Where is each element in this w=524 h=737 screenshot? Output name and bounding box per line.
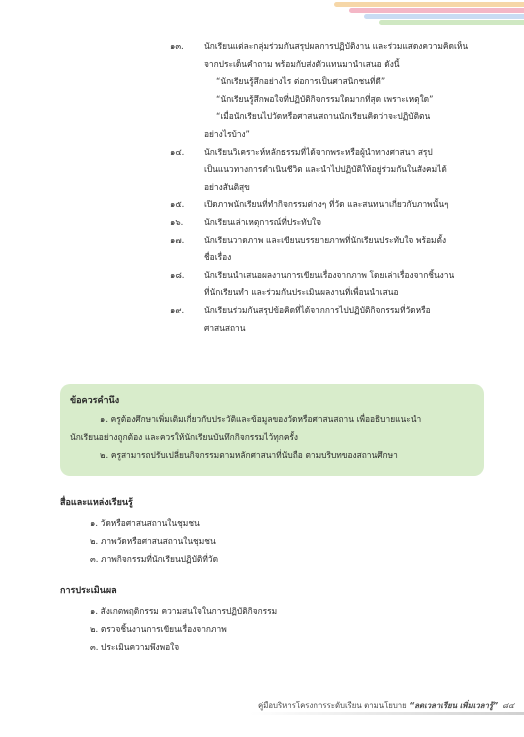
header-stripe bbox=[334, 2, 524, 7]
item-number: ๑๗. bbox=[170, 234, 185, 245]
media-item: ๓. ภาพกิจกรรมที่นักเรียนปฏิบัติที่วัด bbox=[90, 554, 219, 564]
activity-item-19 bbox=[170, 302, 490, 337]
item-line: นักเรียนวาดภาพ และเขียนบรรยายภาพที่นักเรียนประทับใจ พร้อมตั้ง bbox=[204, 234, 447, 245]
evaluation-item: ๓. ประเมินความพึงพอใจ bbox=[90, 642, 180, 652]
item-number: ๑๖. bbox=[170, 216, 184, 227]
footer-rule bbox=[250, 712, 524, 715]
item-line: ชื่อเรื่อง bbox=[204, 252, 232, 263]
footer-text: คู่มือบริหารโครงการระดับเรียน ตามนโยบาย bbox=[258, 701, 407, 710]
evaluation-item: ๒. ตรวจชิ้นงานการเขียนเรื่องจากภาพ bbox=[90, 624, 227, 634]
activity-item-14 bbox=[170, 144, 490, 197]
item-line: จากประเด็นคำถาม พร้อมกับส่งตัวแทนมานำเสนอ ดังนี้ bbox=[204, 58, 400, 69]
header-stripe bbox=[364, 14, 524, 19]
evaluation-title: การประเมินผล bbox=[60, 586, 117, 596]
item-line: นักเรียนเล่าเหตุการณ์ที่ประทับใจ bbox=[204, 216, 322, 227]
activity-item-17 bbox=[170, 232, 490, 267]
activity-list bbox=[170, 38, 490, 337]
header-stripe bbox=[379, 20, 524, 25]
media-section bbox=[60, 494, 218, 568]
item-line: นักเรียนแต่ละกลุ่มร่วมกันสรุปผลการปฏิบัติงาน และร่วมแสดงความคิดเห็น bbox=[204, 41, 469, 51]
question-quote-continued: อย่างไรบ้าง” bbox=[204, 128, 250, 139]
media-item: ๑. วัดหรือศาสนสถานในชุมชน bbox=[90, 518, 200, 528]
question-quote: “นักเรียนรู้สึกพอใจที่ปฏิบัติกิจกรรมใดมากที่สุด เพราะเหตุใด” bbox=[216, 93, 434, 104]
item-line: นักเรียนร่วมกันสรุปข้อคิดที่ได้จากการไปปฏิบัติกิจกรรมที่วัดหรือ bbox=[204, 304, 431, 315]
evaluation-item: ๑. สังเกตพฤติกรรม ความสนใจในการปฏิบัติกิจกรรม bbox=[90, 606, 278, 616]
item-number: ๑๙. bbox=[170, 304, 185, 315]
consideration-1: ๑. ครูต้องศึกษาเพิ่มเติมเกี่ยวกับประวัติและข้อมูลของวัดหรือศาสนสถาน เพื่ออธิบายแนะนำ bbox=[100, 414, 422, 424]
media-title: สื่อและแหล่งเรียนรู้ bbox=[60, 498, 133, 508]
question-quote: “นักเรียนรู้สึกอย่างไร ต่อการเป็นศาสนิกชนที่ดี” bbox=[216, 76, 386, 87]
item-number: ๑๔. bbox=[170, 146, 185, 157]
item-number: ๑๓. bbox=[170, 41, 184, 51]
media-item: ๒. ภาพวัดหรือศาสนสถานในชุมชน bbox=[90, 536, 216, 546]
question-quote: “เมื่อนักเรียนไปวัดหรือศาสนสถานนักเรียนคิดว่าจะปฏิบัติตน bbox=[216, 111, 431, 122]
header-decoration bbox=[334, 0, 524, 28]
page-number: ๘๔ bbox=[502, 701, 514, 710]
activity-item-18 bbox=[170, 267, 490, 302]
item-line: นักเรียนนำเสนอผลงานการเขียนเรื่องจากภาพ โดยเล่าเรื่องจากชิ้นงาน bbox=[204, 269, 455, 280]
item-number: ๑๘. bbox=[170, 269, 185, 280]
activity-item-15 bbox=[170, 196, 490, 214]
evaluation-section bbox=[60, 582, 277, 656]
item-line: เป็นแนวทางการดำเนินชีวิต และนำไปปฏิบัติให้อยู่ร่วมกันในสังคมได้ bbox=[204, 164, 447, 175]
header-stripe bbox=[349, 8, 524, 13]
item-line: ที่นักเรียนทำ และร่วมกันประเมินผลงานที่เพื่อนนำเสนอ bbox=[204, 287, 399, 298]
considerations-box bbox=[60, 384, 484, 476]
item-line: เปิดภาพนักเรียนที่ทำกิจกรรมต่างๆ ที่วัด และสนทนาเกี่ยวกับภาพนั้นๆ bbox=[204, 199, 449, 210]
item-line: นักเรียนวิเคราะห์หลักธรรมที่ได้จากพระหรือผู้นำทางศาสนา สรุป bbox=[204, 146, 433, 157]
activity-item-13 bbox=[170, 38, 490, 73]
activity-item-16 bbox=[170, 214, 490, 232]
item-line: อย่างสันติสุข bbox=[204, 181, 250, 192]
consideration-1-continued: นักเรียนอย่างถูกต้อง และควรให้นักเรียนบันทึกกิจกรรมไว้ทุกครั้ง bbox=[70, 432, 299, 442]
consideration-2: ๒. ครูสามารถปรับเปลี่ยนกิจกรรมตามหลักศาสนาที่นับถือ ตามบริบทของสถานศึกษา bbox=[100, 450, 398, 460]
considerations-title: ข้อควรคำนึง bbox=[70, 396, 120, 406]
footer-policy: “ลดเวลาเรียน เพิ่มเวลารู้” bbox=[409, 701, 499, 710]
item-number: ๑๕. bbox=[170, 199, 185, 210]
item-line: ศาสนสถาน bbox=[204, 322, 246, 333]
